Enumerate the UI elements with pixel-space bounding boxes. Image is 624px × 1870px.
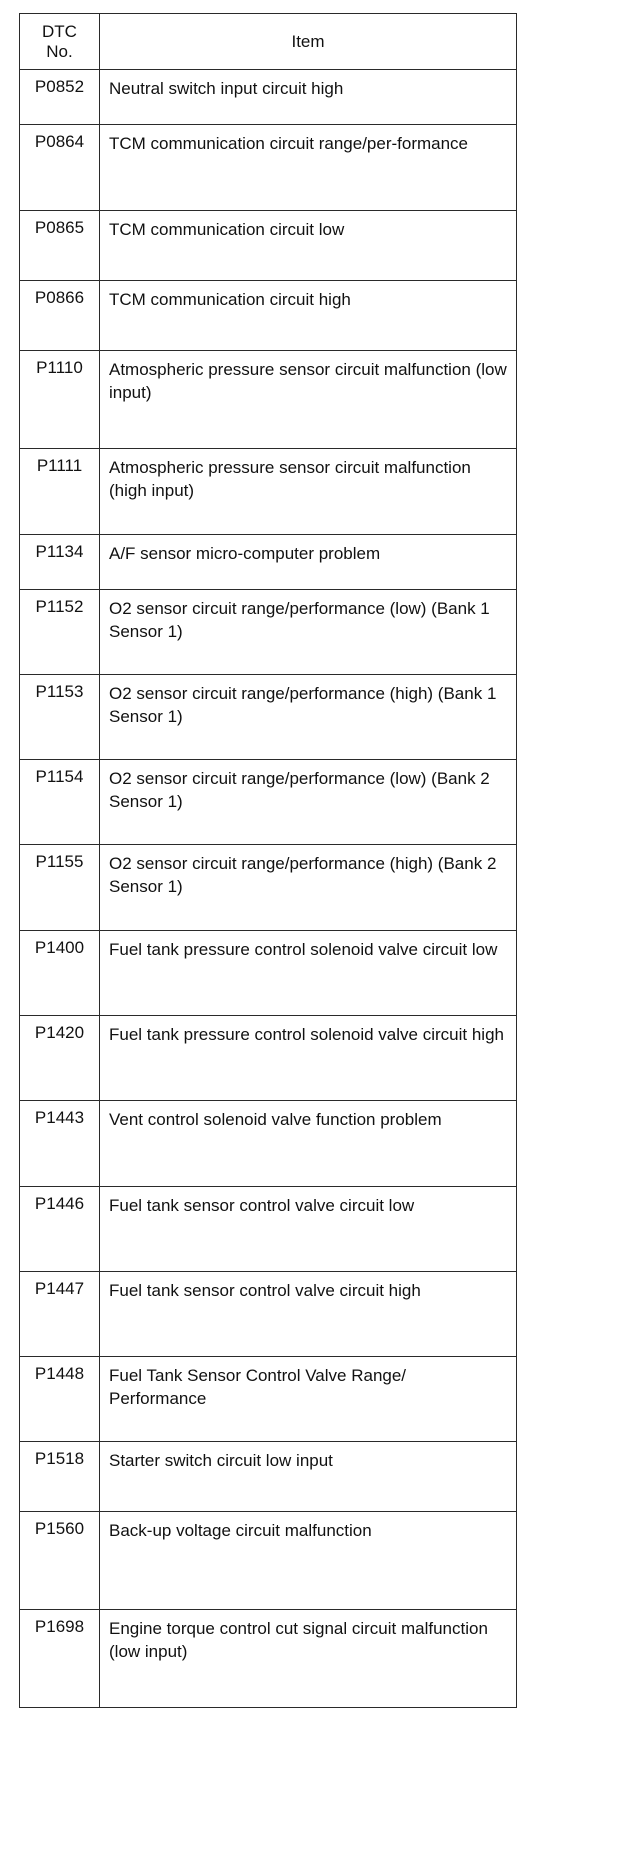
- table-row: [20, 351, 517, 449]
- dtc-item: TCM communication circuit low: [100, 211, 517, 281]
- table-row: [20, 1187, 517, 1272]
- dtc-item: Engine torque control cut signal circuit malfunction (low input): [100, 1610, 517, 1708]
- table-row: [20, 1357, 517, 1442]
- dtc-code: P1110: [20, 351, 100, 449]
- dtc-code: P1400: [20, 931, 100, 1016]
- table-row: [20, 590, 517, 675]
- table-row: [20, 1272, 517, 1357]
- table-row: [20, 1016, 517, 1101]
- dtc-item: A/F sensor micro-computer problem: [100, 535, 517, 590]
- dtc-code: P1111: [20, 449, 100, 535]
- table-row: [20, 211, 517, 281]
- dtc-item: Fuel tank sensor control valve circuit low: [100, 1187, 517, 1272]
- table-row: [20, 281, 517, 351]
- table-row: [20, 535, 517, 590]
- dtc-code: P0866: [20, 281, 100, 351]
- dtc-code: P1154: [20, 760, 100, 845]
- dtc-code: P0864: [20, 125, 100, 211]
- dtc-item: Neutral switch input circuit high: [100, 70, 517, 125]
- dtc-code: P1447: [20, 1272, 100, 1357]
- dtc-item: Starter switch circuit low input: [100, 1442, 517, 1512]
- dtc-code: P1420: [20, 1016, 100, 1101]
- table-row: [20, 845, 517, 931]
- dtc-item: Fuel tank sensor control valve circuit high: [100, 1272, 517, 1357]
- table-row: [20, 931, 517, 1016]
- table-row: [20, 125, 517, 211]
- dtc-item: TCM communication circuit range/per-formance: [100, 125, 517, 211]
- item-header: Item: [100, 14, 517, 70]
- dtc-code: P1560: [20, 1512, 100, 1610]
- dtc-item: O2 sensor circuit range/performance (low) (Bank 1 Sensor 1): [100, 590, 517, 675]
- dtc-item: Atmospheric pressure sensor circuit malfunction (high input): [100, 449, 517, 535]
- dtc-item: O2 sensor circuit range/performance (high) (Bank 1 Sensor 1): [100, 675, 517, 760]
- dtc-code: P1698: [20, 1610, 100, 1708]
- dtc-header-line2: No.: [46, 41, 73, 61]
- dtc-code: P0865: [20, 211, 100, 281]
- table-row: [20, 449, 517, 535]
- table-row: [20, 760, 517, 845]
- dtc-item: Atmospheric pressure sensor circuit malfunction (low input): [100, 351, 517, 449]
- table-row: [20, 70, 517, 125]
- dtc-item: O2 sensor circuit range/performance (high) (Bank 2 Sensor 1): [100, 845, 517, 931]
- dtc-item: Back-up voltage circuit malfunction: [100, 1512, 517, 1610]
- dtc-code: P1446: [20, 1187, 100, 1272]
- dtc-code: P1443: [20, 1101, 100, 1187]
- table-row: [20, 1512, 517, 1610]
- dtc-code: P1155: [20, 845, 100, 931]
- table-row: [20, 1610, 517, 1708]
- dtc-header-line1: DTC: [42, 21, 77, 41]
- dtc-code: P1153: [20, 675, 100, 760]
- dtc-item: Fuel Tank Sensor Control Valve Range/ Performance: [100, 1357, 517, 1442]
- table-row: [20, 675, 517, 760]
- dtc-code: P1152: [20, 590, 100, 675]
- table-row: [20, 1442, 517, 1512]
- dtc-item: O2 sensor circuit range/performance (low) (Bank 2 Sensor 1): [100, 760, 517, 845]
- dtc-code: P1134: [20, 535, 100, 590]
- dtc-code: P0852: [20, 70, 100, 125]
- dtc-item: Fuel tank pressure control solenoid valve circuit high: [100, 1016, 517, 1101]
- dtc-code: P1448: [20, 1357, 100, 1442]
- dtc-item: Fuel tank pressure control solenoid valve circuit low: [100, 931, 517, 1016]
- dtc-item: TCM communication circuit high: [100, 281, 517, 351]
- dtc-number-header: [20, 14, 100, 70]
- dtc-code: P1518: [20, 1442, 100, 1512]
- table-header-row: [20, 14, 517, 70]
- table-row: [20, 1101, 517, 1187]
- dtc-item: Vent control solenoid valve function problem: [100, 1101, 517, 1187]
- dtc-table: [19, 13, 517, 1708]
